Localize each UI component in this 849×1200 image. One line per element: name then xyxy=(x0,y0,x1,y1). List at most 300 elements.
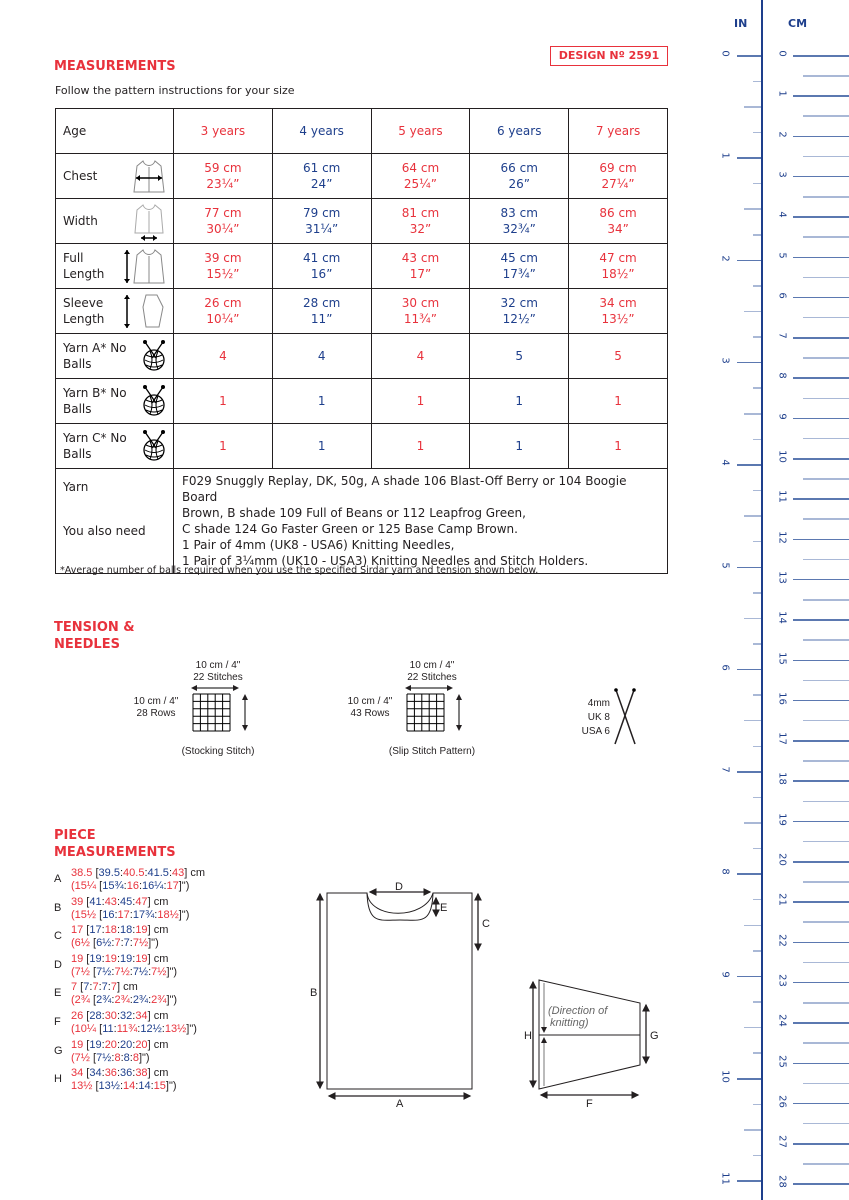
ruler-tick xyxy=(793,377,849,379)
size-value xyxy=(371,154,470,199)
size-value: 7½ xyxy=(96,965,112,978)
value-cm: 1 xyxy=(416,439,425,453)
age-label: Age xyxy=(56,109,174,154)
yarn-label: Yarn xyxy=(63,480,89,494)
value-cm: 39 cm xyxy=(204,251,242,265)
size-value: 39 xyxy=(71,895,84,908)
piece-letter: D xyxy=(54,958,62,971)
size-value: 16¼ xyxy=(142,880,164,892)
value-in: 17¾” xyxy=(502,267,536,281)
size-value: 17 xyxy=(117,908,130,921)
paren: ( xyxy=(71,880,75,892)
tension-heading xyxy=(54,619,135,653)
ruler-tick xyxy=(744,925,761,927)
unit: ]") xyxy=(165,1080,177,1093)
size-value xyxy=(174,199,273,244)
unit: cm xyxy=(153,895,169,908)
piece-letter: C xyxy=(54,930,62,943)
ruler-cm-label: 26 xyxy=(776,1094,788,1108)
piece-letter: F xyxy=(54,1016,61,1028)
size-value xyxy=(470,199,569,244)
unit: ]") xyxy=(178,880,190,892)
design-number: DESIGN Nº 2591 xyxy=(550,46,668,66)
size-value: 18 xyxy=(120,924,133,937)
ruler-cm-label: 15 xyxy=(776,651,788,665)
ruler-tick xyxy=(753,183,761,185)
ruler-tick xyxy=(737,55,761,57)
size-value: 39.5 xyxy=(98,867,120,879)
row-label xyxy=(56,289,174,334)
inch-line: (2¾ [2¾:2¾:2¾:2¾]") xyxy=(71,994,178,1007)
piece-letter: H xyxy=(54,1073,62,1086)
ruler-tick xyxy=(744,1027,761,1029)
ruler-tick xyxy=(793,700,849,702)
ruler-tick xyxy=(803,75,849,77)
ruler-in-label: 5 xyxy=(719,561,731,569)
label-e: E xyxy=(440,902,448,914)
ruler-cm-label: 14 xyxy=(776,611,788,625)
value-cm: 1 xyxy=(614,439,622,453)
tension-swatch xyxy=(342,660,482,765)
value-cm: 32 cm xyxy=(500,296,538,310)
size-value: 16 xyxy=(102,908,115,921)
size-value xyxy=(371,379,470,424)
yarn-line: F029 Snuggly Replay, DK, 50g, A shade 106 Blast-Off Berry or 104 Boogie Board xyxy=(182,474,627,504)
size-value xyxy=(470,334,569,379)
label-d: D xyxy=(395,881,403,893)
table-row xyxy=(56,334,668,379)
swatch-width: 10 cm / 4" xyxy=(409,660,455,671)
row-label xyxy=(56,244,174,289)
swatch-height: 10 cm / 4" xyxy=(133,696,179,707)
size-value: 19 xyxy=(120,952,133,965)
swatch-name: (Stocking Stitch) xyxy=(181,746,255,757)
size-value xyxy=(272,379,371,424)
size-value: 30 xyxy=(104,1010,117,1022)
size-value: 32 xyxy=(120,1010,133,1022)
value-in: 18½” xyxy=(601,267,635,281)
size-value: 17 xyxy=(89,924,102,937)
value-cm: 81 cm xyxy=(401,206,440,220)
ruler-tick xyxy=(753,1155,761,1157)
ruler-tick xyxy=(753,439,761,441)
ruler-in-title: IN xyxy=(734,17,748,30)
ruler-tick xyxy=(753,694,761,696)
ruler-tick xyxy=(737,669,761,671)
ruler-tick xyxy=(803,801,849,803)
also-need-label: You also need xyxy=(63,524,146,538)
row-label-text: Sleeve Length xyxy=(63,296,105,326)
value-in: 11” xyxy=(310,312,333,326)
swatch-name: (Slip Stitch Pattern) xyxy=(388,746,476,757)
size-value: 18 xyxy=(104,924,117,937)
ruler-tick xyxy=(793,297,849,299)
ruler-cm-label: 1 xyxy=(776,90,788,97)
size-value: 15½ xyxy=(74,908,97,921)
ruler-tick xyxy=(753,746,761,748)
value-in: 30¼” xyxy=(206,222,240,236)
size-value xyxy=(470,154,569,199)
ruler-tick xyxy=(793,1022,849,1024)
value-cm: 83 cm xyxy=(500,206,538,220)
table-row xyxy=(56,244,668,289)
row-label-text: Chest xyxy=(63,169,98,183)
ruler-tick xyxy=(753,285,761,287)
size-value xyxy=(272,289,371,334)
row-label-text: Yarn C* No Balls xyxy=(63,431,127,461)
size-value: 11¾ xyxy=(116,1023,138,1035)
ruler-tick xyxy=(753,643,761,645)
row-label xyxy=(56,334,174,379)
ruler-cm-label: 27 xyxy=(776,1135,788,1148)
ruler-cm-label: 3 xyxy=(776,171,788,178)
piece-diagram xyxy=(300,870,670,1110)
ruler-tick xyxy=(793,1143,849,1145)
ruler-in-label: 0 xyxy=(719,50,731,57)
size-value: 2¾ xyxy=(151,994,167,1007)
size-value: 36 xyxy=(120,1067,133,1080)
ruler-tick xyxy=(793,942,849,944)
direction-text: knitting) xyxy=(550,1017,589,1029)
size-value xyxy=(470,289,569,334)
value-cm: 45 cm xyxy=(500,251,538,265)
value-in: 23¼” xyxy=(206,177,240,191)
size-header: 5 years xyxy=(371,109,470,154)
ruler-tick xyxy=(793,55,849,57)
value-cm: 1 xyxy=(219,439,227,453)
size-value: 26 xyxy=(71,1010,84,1022)
swatch-rows: 28 Rows xyxy=(136,708,176,719)
value-cm: 43 cm xyxy=(401,251,440,265)
ruler-tick xyxy=(753,541,761,543)
ruler-cm-label: 8 xyxy=(776,372,788,380)
footnote: *Average number of balls required when you use the specified Sirdar yarn and tension shown below. xyxy=(60,565,539,576)
cm-line: 17 [17:18:18:19] cm xyxy=(71,924,169,937)
ruler-tick xyxy=(793,498,849,500)
size-value: 6½ xyxy=(96,937,112,950)
value-cm: 1 xyxy=(614,394,622,408)
ruler-tick xyxy=(803,841,849,843)
ruler-tick xyxy=(803,881,849,883)
needle-sizes xyxy=(578,697,610,739)
ruler-tick xyxy=(753,336,761,338)
ruler-tick xyxy=(793,861,849,863)
size-value: 2¾ xyxy=(74,994,90,1007)
size-value xyxy=(371,334,470,379)
ruler-cm-label: 16 xyxy=(776,691,788,705)
cm-line: 7 [7:7:7:7] cm xyxy=(71,981,138,994)
unit: ]") xyxy=(166,994,178,1007)
size-value: 7½ xyxy=(74,965,90,978)
size-value: 7½ xyxy=(114,965,130,978)
size-value xyxy=(569,424,668,469)
ruler-tick xyxy=(737,567,761,569)
size-value: 14 xyxy=(138,1080,151,1093)
size-value: 45 xyxy=(120,895,133,908)
unit: cm xyxy=(153,1067,169,1080)
size-header: 3 years xyxy=(174,109,273,154)
ruler-tick xyxy=(793,579,849,581)
ruler-tick xyxy=(793,821,849,823)
paren: ( xyxy=(71,1051,75,1064)
ruler-tick xyxy=(793,216,849,218)
unit: cm xyxy=(153,1010,169,1022)
heading-line: NEEDLES xyxy=(54,637,120,652)
value-cm: 69 cm xyxy=(599,161,637,175)
ruler-tick xyxy=(744,618,761,620)
ruler-cm-label: 19 xyxy=(776,812,788,826)
needle-usa: USA 6 xyxy=(581,726,610,737)
value-cm: 26 cm xyxy=(204,296,242,310)
row-label-text: Yarn B* No Balls xyxy=(63,386,127,416)
piece-measurement-a xyxy=(54,867,294,895)
ruler-tick xyxy=(793,176,849,178)
ruler-cm-label: 28 xyxy=(776,1175,788,1189)
piece-measurement-c xyxy=(54,924,294,952)
row-label xyxy=(56,199,174,244)
value-in: 15½” xyxy=(206,267,240,281)
value-in: 17” xyxy=(409,267,432,281)
size-value: 11 xyxy=(102,1023,114,1035)
ruler-cm-label: 23 xyxy=(776,974,788,987)
value-in: 25¼” xyxy=(403,177,438,191)
piece-measurement-e xyxy=(54,981,294,1009)
size-value: 34 xyxy=(135,1010,148,1022)
piece-heading xyxy=(54,827,176,861)
ruler-in-label: 3 xyxy=(719,357,731,364)
size-value: 19 xyxy=(89,1038,102,1051)
piece-measurement-h xyxy=(54,1067,294,1095)
size-value xyxy=(569,379,668,424)
unit: cm xyxy=(190,867,206,879)
ruler-in-label: 4 xyxy=(719,459,731,466)
label-h: H xyxy=(524,1030,532,1042)
size-value xyxy=(371,424,470,469)
value-in: 10¼” xyxy=(206,312,240,326)
inch-line: 13½ [13½:14:14:15]") xyxy=(71,1080,177,1093)
ruler-tick xyxy=(803,599,849,601)
ruler-tick xyxy=(753,234,761,236)
unit: cm xyxy=(153,952,169,965)
size-value: 20 xyxy=(104,1038,117,1051)
size-value: 34 xyxy=(89,1067,102,1080)
value-cm: 1 xyxy=(219,394,227,408)
size-value: 7 xyxy=(123,937,130,950)
size-value: 7 xyxy=(114,937,121,950)
value-in: 31¼” xyxy=(305,222,339,236)
cm-line: 34 [34:36:36:38] cm xyxy=(71,1067,169,1080)
size-value: 15 xyxy=(153,1080,166,1093)
table-header-row xyxy=(56,109,668,154)
ruler-tick xyxy=(803,1123,849,1125)
ruler xyxy=(700,0,849,1200)
size-value xyxy=(569,334,668,379)
value-cm: 1 xyxy=(515,439,524,453)
size-value xyxy=(470,244,569,289)
swatch-width: 10 cm / 4" xyxy=(195,660,241,671)
size-value: 20 xyxy=(120,1038,133,1051)
size-value: 18½ xyxy=(157,908,179,921)
measurements-heading: MEASUREMENTS xyxy=(54,59,176,74)
ruler-in-label: 6 xyxy=(719,664,731,671)
ruler-tick xyxy=(744,515,761,517)
ruler-tick xyxy=(737,976,761,978)
cm-line: 39 [41:43:45:47] cm xyxy=(71,895,169,908)
ruler-tick xyxy=(803,156,849,158)
ruler-tick xyxy=(753,797,761,799)
ruler-tick xyxy=(803,277,849,279)
unit: cm xyxy=(153,1038,169,1051)
size-value: 12½ xyxy=(140,1023,162,1035)
ruler-cm-label: 6 xyxy=(776,292,788,299)
inch-line: (6½ [6½:7:7:7½]") xyxy=(71,937,159,950)
ruler-tick xyxy=(803,518,849,520)
piece-letter: A xyxy=(54,873,62,885)
ruler-tick xyxy=(744,208,761,210)
unit: ]") xyxy=(178,908,190,921)
ruler-cm-label: 17 xyxy=(776,732,788,745)
ruler-tick xyxy=(803,317,849,319)
ruler-cm-label: 5 xyxy=(776,251,788,259)
size-value: 17¾ xyxy=(132,908,155,921)
table-row xyxy=(56,289,668,334)
size-value: 2¾ xyxy=(114,994,130,1007)
ruler-tick xyxy=(793,1183,849,1185)
ruler-tick xyxy=(803,357,849,359)
ruler-tick xyxy=(744,106,761,108)
ruler-tick xyxy=(753,387,761,389)
size-value: 28 xyxy=(89,1010,102,1022)
ruler-tick xyxy=(803,962,849,964)
heading-line: TENSION & xyxy=(54,620,135,635)
size-value xyxy=(174,289,273,334)
piece-measurement-d xyxy=(54,953,294,981)
ruler-tick xyxy=(744,311,761,313)
size-value: 38 xyxy=(135,1067,148,1080)
ruler-tick xyxy=(793,619,849,621)
inch-line: (15¼ [15¾:16:16¼:17]") xyxy=(71,880,190,892)
size-value: 7 xyxy=(101,981,108,994)
intro-text: Follow the pattern instructions for your size xyxy=(55,84,295,97)
inch-line: (10¼ [11:11¾:12½:13½]") xyxy=(71,1023,197,1035)
ruler-tick xyxy=(793,136,849,138)
body-piece xyxy=(320,892,478,1096)
size-value xyxy=(272,424,371,469)
label-a: A xyxy=(396,1098,404,1110)
size-value: 7½ xyxy=(74,1051,90,1064)
size-value xyxy=(371,289,470,334)
ruler-tick xyxy=(803,680,849,682)
size-value: 19 xyxy=(135,924,148,937)
ruler-cm-label: 21 xyxy=(776,893,788,907)
ruler-tick xyxy=(737,1180,761,1182)
size-value: 8 xyxy=(132,1051,139,1064)
ruler-tick xyxy=(793,780,849,782)
value-in: 27¼” xyxy=(601,177,635,191)
value-in: 32” xyxy=(409,222,432,236)
paren: ( xyxy=(71,994,75,1007)
ruler-cm-label: 25 xyxy=(776,1054,788,1068)
ruler-cm-label: 9 xyxy=(776,413,788,420)
value-cm: 4 xyxy=(416,349,425,363)
piece-letter: G xyxy=(54,1044,63,1057)
row-label-text: Width xyxy=(63,214,98,228)
piece-letter: B xyxy=(54,901,62,914)
yarn-line: Brown, B shade 109 Full of Beans or 112 Leapfrog Green, xyxy=(182,506,526,520)
size-value: 41.5 xyxy=(147,867,169,879)
value-cm: 47 cm xyxy=(599,251,637,265)
knitting-needles-icon xyxy=(610,686,640,748)
piece-measurement-f xyxy=(54,1010,294,1038)
size-value: 6½ xyxy=(74,937,90,950)
value-in: 13½” xyxy=(601,312,635,326)
inch-line: (7½ [7½:7½:7½:7½]") xyxy=(71,965,178,978)
ruler-cm-label: 2 xyxy=(776,130,788,138)
size-value: 43 xyxy=(172,867,185,879)
row-label xyxy=(56,154,174,199)
size-value xyxy=(569,289,668,334)
size-value xyxy=(569,154,668,199)
inch-line: (15½ [16:17:17¾:18½]") xyxy=(71,908,190,921)
size-value: 8 xyxy=(123,1051,130,1064)
ruler-tick xyxy=(793,418,849,420)
ruler-tick xyxy=(737,362,761,364)
ruler-tick xyxy=(744,1129,761,1131)
value-cm: 79 cm xyxy=(302,206,341,220)
ruler-tick xyxy=(793,740,849,742)
size-value: 10¼ xyxy=(74,1023,97,1035)
ruler-in-label: 2 xyxy=(719,254,731,262)
ruler-tick xyxy=(753,81,761,83)
ruler-tick xyxy=(737,464,761,466)
swatch-stitches: 22 Stitches xyxy=(193,672,243,683)
ruler-tick xyxy=(803,438,849,440)
ruler-tick xyxy=(753,848,761,850)
size-value: 15¾ xyxy=(102,880,124,892)
ruler-tick xyxy=(793,95,849,97)
size-value: 7 xyxy=(110,981,117,994)
value-in: 24” xyxy=(310,177,333,191)
value-cm: 64 cm xyxy=(401,161,440,175)
size-value xyxy=(272,199,371,244)
value-cm: 5 xyxy=(614,349,622,363)
yarn-details xyxy=(174,469,668,574)
size-value: 47 xyxy=(135,895,148,908)
size-value: 13½ xyxy=(98,1080,120,1093)
ruler-tick xyxy=(793,458,849,460)
value-cm: 4 xyxy=(317,349,326,363)
size-value: 20 xyxy=(135,1038,148,1051)
size-value xyxy=(569,244,668,289)
size-value xyxy=(569,199,668,244)
ruler-tick xyxy=(737,260,761,262)
ruler-tick xyxy=(803,1002,849,1004)
ruler-tick xyxy=(803,921,849,923)
value-cm: 4 xyxy=(219,349,227,363)
heading-line: MEASUREMENTS xyxy=(54,845,176,860)
size-value: 38.5 xyxy=(71,867,93,879)
direction-text: (Direction of xyxy=(548,1005,608,1017)
size-value: 19 xyxy=(135,952,148,965)
size-value: 19 xyxy=(89,952,102,965)
ruler-tick xyxy=(793,1103,849,1105)
ruler-tick xyxy=(803,559,849,561)
size-value: 7½ xyxy=(96,1051,112,1064)
ruler-tick xyxy=(744,720,761,722)
ruler-cm-label: 13 xyxy=(776,571,788,584)
size-header: 6 years xyxy=(470,109,569,154)
size-value: 16 xyxy=(126,880,139,892)
